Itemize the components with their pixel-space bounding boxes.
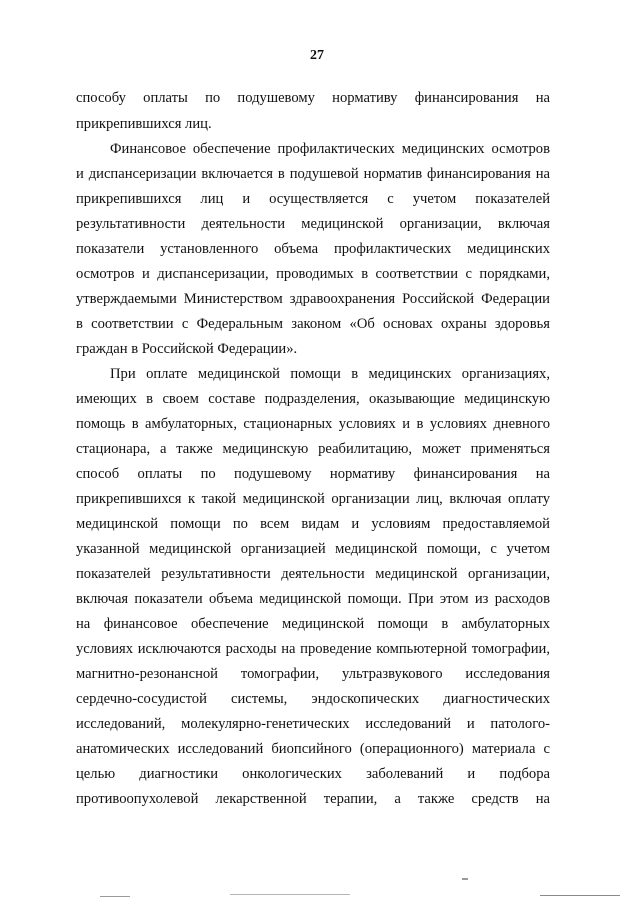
text-line: сердечно-сосудистой системы, эндоскопических диагностических <box>76 691 550 707</box>
text-line: показателей результативности деятельности медицинской организации, <box>76 566 550 582</box>
text-line: анатомических исследований биопсийного (операционного) материала с <box>76 741 550 757</box>
text-line: и диспансеризации включается в подушевой норматив финансирования на <box>76 166 550 182</box>
text-line: на финансовое обеспечение медицинской помощи в амбулаторных <box>76 616 550 632</box>
text-line: прикрепившихся к такой медицинской организации лиц, включая оплату <box>76 491 550 507</box>
scan-artifact <box>230 894 350 895</box>
text-line: целью диагностики онкологических заболеваний и подбора <box>76 766 550 782</box>
text-line: прикрепившихся лиц. <box>76 116 212 132</box>
text-line: прикрепившихся лиц и осуществляется с учетом показателей <box>76 191 550 207</box>
text-line: противоопухолевой лекарственной терапии, а также средств на <box>76 791 550 807</box>
scan-artifact <box>100 896 130 897</box>
text-line: способ оплаты по подушевому нормативу финансирования на <box>76 466 550 482</box>
text-line: магнитно-резонансной томографии, ультразвукового исследования <box>76 666 550 682</box>
text-line: осмотров и диспансеризации, проводимых в соответствии с порядками, <box>76 266 550 282</box>
text-line: указанной медицинской организацией медицинской помощи, с учетом <box>76 541 550 557</box>
text-line: имеющих в своем составе подразделения, оказывающие медицинскую <box>76 391 550 407</box>
scan-artifact <box>462 878 468 880</box>
text-line: результативности деятельности медицинской организации, включая <box>76 216 550 232</box>
text-line: показатели установленного объема профилактических медицинских <box>76 241 550 257</box>
text-line: условиях исключаются расходы на проведение компьютерной томографии, <box>76 641 550 657</box>
text-line: стационара, а также медицинскую реабилитацию, может применяться <box>76 441 550 457</box>
text-line: способу оплаты по подушевому нормативу финансирования на <box>76 90 550 106</box>
text-line: медицинской помощи по всем видам и условиям предоставляемой <box>76 516 550 532</box>
text-line: утверждаемыми Министерством здравоохранения Российской Федерации <box>76 291 550 307</box>
text-line: граждан в Российской Федерации». <box>76 341 298 357</box>
text-line: включая показатели объема медицинской помощи. При этом из расходов <box>76 591 550 607</box>
text-line: исследований, молекулярно-генетических исследований и патолого- <box>76 716 550 732</box>
text-line: в соответствии с Федеральным законом «Об основах охраны здоровья <box>76 316 550 332</box>
page-number: 27 <box>310 48 324 63</box>
paragraph-first-line: Финансовое обеспечение профилактических медицинских осмотров <box>110 141 550 157</box>
scan-artifact <box>540 895 620 896</box>
text-line: помощь в амбулаторных, стационарных условиях и в условиях дневного <box>76 416 550 432</box>
paragraph-first-line: При оплате медицинской помощи в медицинских организациях, <box>110 366 550 382</box>
